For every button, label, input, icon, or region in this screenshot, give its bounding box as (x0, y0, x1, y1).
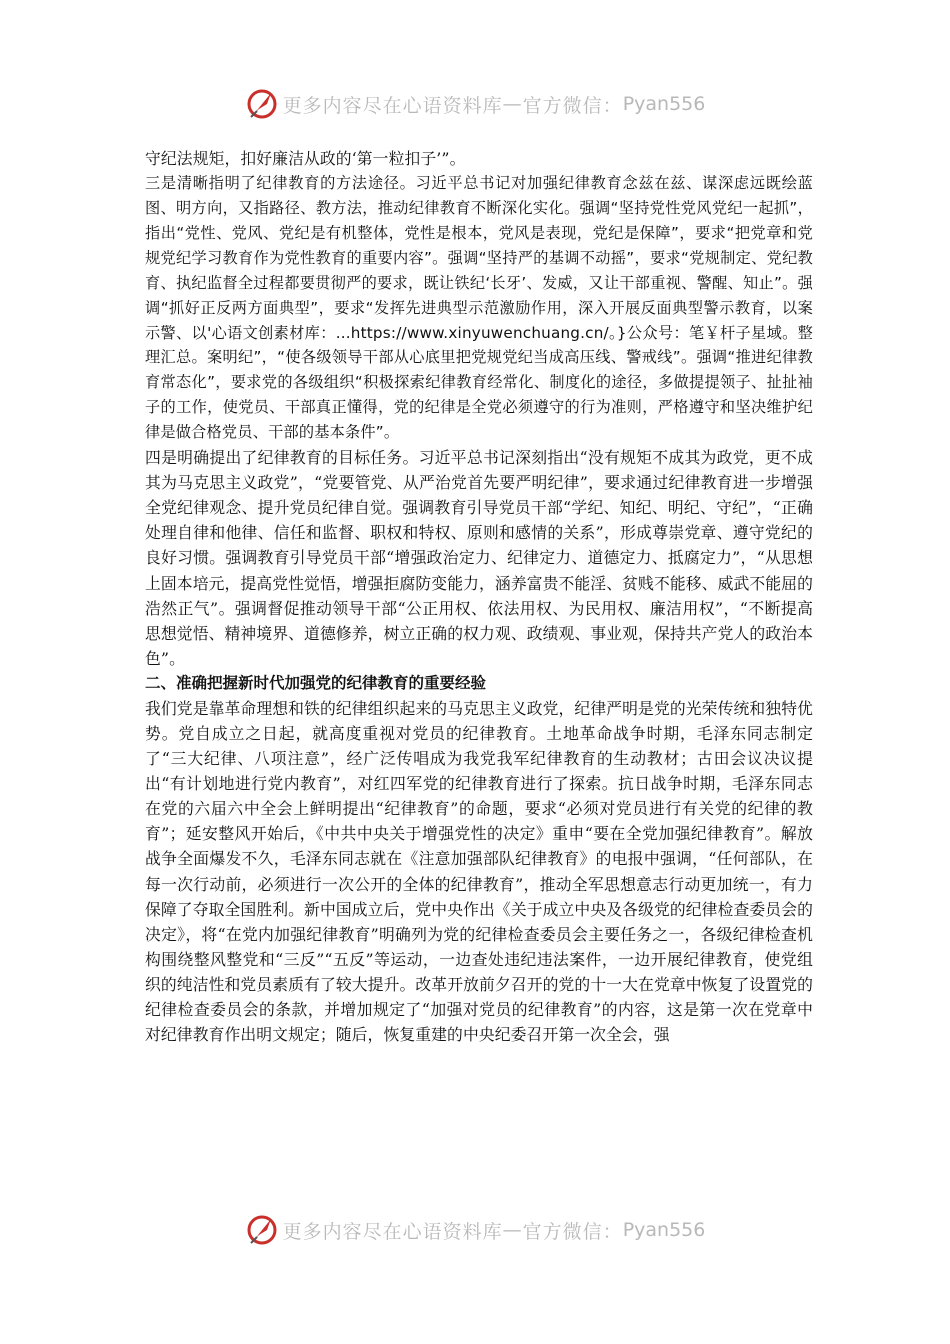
quill-logo-icon (245, 87, 279, 121)
paragraph-continuation: 守纪法规矩，扣好廉洁从政的‘第一粒扣子’”。 (145, 149, 466, 168)
paragraph-goals: 四是明确提出了纪律教育的目标任务。习近平总书记深刻指出“没有规矩不成其为政党，更不成其为马克思主义政党”，“党要管党、从严治党首先要严明纪律”，要求通过纪律教育进一步增强全党纪律观念、提升党员纪律自觉。强调教育引导党员干部“学纪、知纪、明纪、守纪”，“正确处理自律和他律、信任和监督、职权和特权、原则和感情的关系”，形成尊崇党章、遵守党纪的良好习惯。强调教育引导党员干部“增强政治定力、纪律定力、道德定力、抵腐定力”，“从思想上固本培元，提高党性觉悟，增强拒腐防变能力，涵养富贵不能淫、贫贱不能移、威武不能屈的浩然正气”。强调督促推动领导干部“公正用权、依法用权、为民用权、廉洁用权”，“不断提高思想觉悟、精神境界、道德修养，树立正确的权力观、政绩观、事业观，保持共产党人的政治本色”。 (145, 448, 813, 668)
header-site-name: 更多内容尽在心语资料库 (282, 94, 503, 117)
footer-wechat-id: Pyan556 (622, 1219, 706, 1241)
header-separator: — (502, 93, 523, 115)
footer-separator: — (502, 1219, 523, 1241)
document-body (145, 146, 813, 1047)
footer-site-name: 更多内容尽在心语资料库 (282, 1220, 503, 1243)
paragraph-methods: 三是清晰指明了纪律教育的方法途径。习近平总书记对加强纪律教育念兹在兹、谋深虑远既绘蓝图、明方向，又指路径、教方法，推动纪律教育不断深化实化。强调“坚持党性党风党纪一起抓”，指出“党性、党风、党纪是有机整体，党性是根本，党风是表现，党纪是保障”，要求“把党章和党规党纪学习教育作为党性教育的重要内容”。强调“坚持严的基调不动摇”，要求“党规制定、党纪教育、执纪监督全过程都要贯彻严的要求，既让铁纪‘长牙’、发威，又让干部重视、警醒、知止”。强调“抓好正反两方面典型”，要求“发挥先进典型示范激励作用，深入开展反面典型警示教育，以案示警、以'心语文创素材库：...https://www.xinyuwenchuang.cn/。}公众号：笔￥杆子星域。整理汇总。案明纪”，“使各级领导干部从心底里把党规党纪当成高压线、警戒线”。强调“推进纪律教育常态化”，要求党的各级组织“积极探索纪律教育经常化、制度化的途径，多做提提领子、扯扯袖子的工作，使党员、干部真正懂得，党的纪律是全党必须遵守的行为准则，严格遵守和坚决维护纪律是做合格党员、干部的基本条件”。 (145, 174, 813, 442)
header-wechat-label: 官方微信： (522, 94, 623, 117)
header-banner (0, 84, 950, 124)
header-wechat-id: Pyan556 (622, 93, 706, 115)
paragraph-history: 我们党是靠革命理想和铁的纪律组织起来的马克思主义政党，纪律严明是党的光荣传统和独特优势。党自成立之日起，就高度重视对党员的纪律教育。土地革命战争时期，毛泽东同志制定了“三大纪律、八项注意”，经广泛传唱成为我党我军纪律教育的生动教材；古田会议决议提出“有计划地进行党内教育”，对红四军党的纪律教育进行了探索。抗日战争时期，毛泽东同志在党的六届六中全会上鲜明提出“纪律教育”的命题，要求“必须对党员进行有关党的纪律的教育”；延安整风开始后，《中共中央关于增强党性的决定》重申“要在全党加强纪律教育”。解放战争全面爆发不久，毛泽东同志就在《注意加强部队纪律教育》的电报中强调，“任何部队，在每一次行动前，必须进行一次公开的全体的纪律教育”，推动全军思想意志行动更加统一，有力保障了夺取全国胜利。新中国成立后，党中央作出《关于成立中央及各级党的纪律检查委员会的决定》，将“在党内加强纪律教育”明确列为党的纪律检查委员会主要任务之一，各级纪律检查机构围绕整风整党和“三反”“五反”等运动，一边查处违纪违法案件，一边开展纪律教育，使党组织的纯洁性和党员素质有了较大提升。改革开放前夕召开的党的十一大在党章中恢复了设置党的纪律检查委员会的条款，并增加规定了“加强对党员的纪律教育”的内容，这是第一次在党章中对纪律教育作出明文规定；随后，恢复重建的中央纪委召开第一次全会，强 (145, 698, 813, 1045)
section-heading: 二、准确把握新时代加强党的纪律教育的重要经验 (145, 673, 487, 692)
footer-wechat-label: 官方微信： (522, 1220, 623, 1243)
footer-banner (0, 1210, 950, 1250)
quill-logo-icon (245, 1213, 279, 1247)
